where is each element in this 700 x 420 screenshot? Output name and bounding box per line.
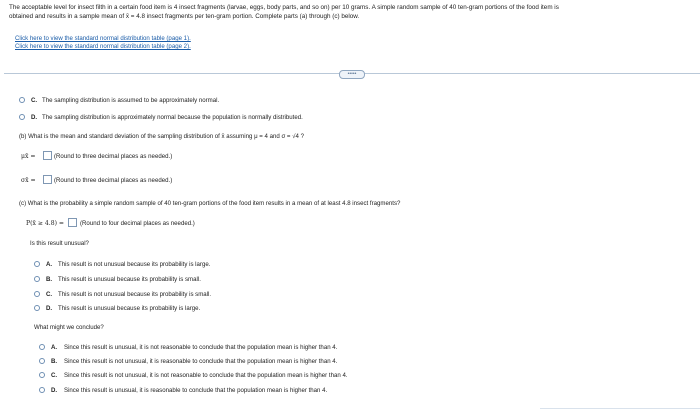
conclude-option-c-radio[interactable] (39, 372, 45, 378)
part-a-option-c-text: The sampling distribution is assumed to be approximately normal. (42, 97, 220, 104)
unusual-option-a-text: This result is not unusual because its probability is large. (58, 261, 211, 268)
sd-label: σx̄ = (21, 177, 36, 184)
unusual-option-a-radio[interactable] (34, 261, 40, 267)
conclude-option-a-letter: A. (51, 344, 58, 351)
unusual-option-d-letter: D. (46, 305, 53, 312)
part-a-option-d-letter: D. (31, 114, 38, 121)
mean-answer-input[interactable] (43, 151, 52, 160)
unusual-option-c-letter: C. (46, 291, 53, 298)
conclude-option-d-radio[interactable] (39, 387, 45, 393)
mean-label: μx̄ = (21, 153, 36, 160)
unusual-option-c-text: This result is not unusual because its probability is small. (58, 291, 212, 298)
unusual-option-d-text: This result is unusual because its probability is large. (58, 305, 201, 312)
problem-statement-line2: obtained and results in a sample mean of x̄ = 4.8 insect fragments per ten-gram portion. Complete parts (a) through (c) below. (9, 13, 360, 20)
unusual-option-b-letter: B. (46, 276, 53, 283)
mean-round-hint: (Round to three decimal places as needed.) (54, 153, 173, 160)
conclude-option-c-letter: C. (51, 372, 58, 379)
conclude-option-d-text: Since this result is unusual, it is reasonable to conclude that the population mean is higher than 4. (64, 387, 328, 394)
conclude-option-a-radio[interactable] (39, 344, 45, 350)
part-b-question: (b) What is the mean and standard deviation of the sampling distribution of x̄ assuming μ = 4 and σ = √4 ? (19, 133, 304, 140)
sd-round-hint: (Round to three decimal places as needed.) (54, 177, 173, 184)
unusual-question: Is this result unusual? (30, 240, 89, 247)
part-c-question: (c) What is the probability a simple random sample of 40 ten-gram portions of the food item results in a mean of at least 4.8 insect fragments? (19, 200, 401, 207)
unusual-option-a-letter: A. (46, 261, 53, 268)
probability-answer-input[interactable] (68, 218, 77, 227)
conclude-option-b-text: Since this result is not unusual, it is reasonable to conclude that the population mean is higher than 4. (64, 358, 338, 365)
conclude-option-b-radio[interactable] (39, 358, 45, 364)
sd-answer-input[interactable] (43, 175, 52, 184)
conclude-option-d-letter: D. (51, 387, 58, 394)
normal-table-page1-link[interactable]: Click here to view the standard normal distribution table (page 1). (15, 35, 191, 42)
conclude-question: What might we conclude? (34, 324, 104, 331)
conclude-option-a-text: Since this result is unusual, it is not reasonable to conclude that the population mean is higher than 4. (64, 344, 338, 351)
part-a-option-d-radio[interactable] (19, 114, 25, 120)
problem-statement-line1: The acceptable level for insect filth in a certain food item is 4 insect fragments (larvae, eggs, body parts, and so on) per 10 grams. A simple random sample of 40 ten-gram portions of the food item is (9, 4, 559, 11)
bottom-toolbar-edge (540, 408, 700, 420)
part-a-option-d-text: The sampling distribution is approximately normal because the population is normally distributed. (42, 114, 303, 121)
conclude-option-c-text: Since this result is not unusual, it is not reasonable to conclude that the population mean is higher than 4. (64, 372, 348, 379)
unusual-option-c-radio[interactable] (34, 291, 40, 297)
unusual-option-b-text: This result is unusual because its probability is small. (58, 276, 201, 283)
part-a-option-c-radio[interactable] (19, 97, 25, 103)
normal-table-page2-link[interactable]: Click here to view the standard normal distribution table (page 2). (15, 43, 191, 50)
unusual-option-d-radio[interactable] (34, 305, 40, 311)
part-a-option-c-letter: C. (31, 97, 38, 104)
unusual-option-b-radio[interactable] (34, 276, 40, 282)
probability-round-hint: (Round to four decimal places as needed.) (80, 220, 195, 227)
probability-label: P(x̄ ≥ 4.8) = (26, 220, 65, 227)
conclude-option-b-letter: B. (51, 358, 58, 365)
expand-collapse-button[interactable]: ••••• (339, 70, 365, 79)
